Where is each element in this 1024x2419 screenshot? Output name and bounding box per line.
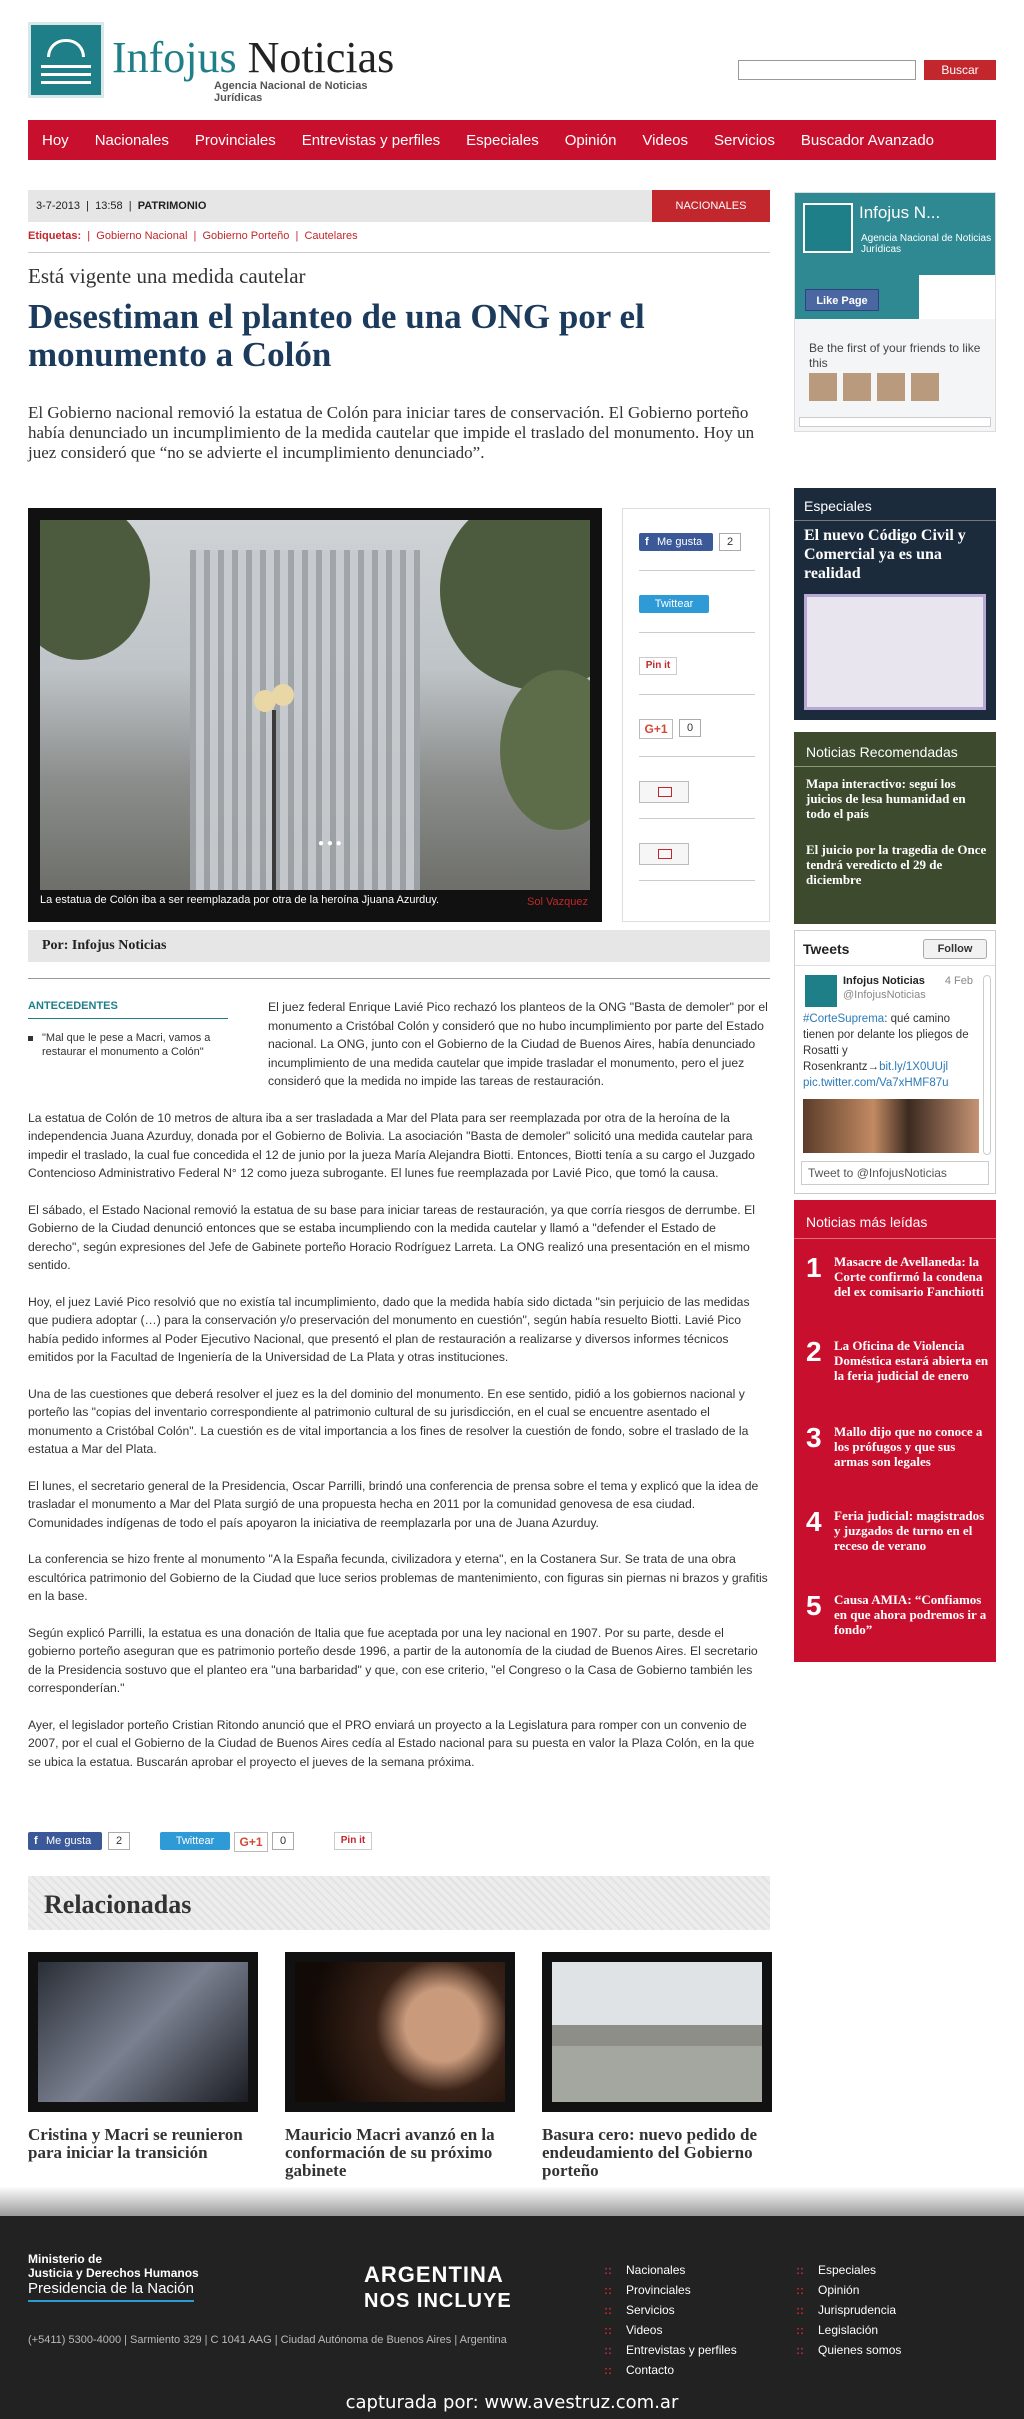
footer <box>0 2216 1024 2419</box>
especiales-title: Especiales <box>804 498 872 514</box>
footer-link[interactable]: :: Quienes somos <box>796 2340 901 2360</box>
footer-link[interactable]: :: Especiales <box>796 2260 901 2280</box>
recomendadas-title: Noticias Recomendadas <box>806 744 958 760</box>
divider <box>28 978 770 979</box>
site-logo[interactable] <box>28 22 408 102</box>
recomendada-link[interactable]: El juicio por la tragedia de Once tendrá veredicto el 29 de diciembre <box>806 842 987 887</box>
related-item-title[interactable]: Cristina y Macri se reunieron para iniciar la transición <box>28 2125 243 2162</box>
pinterest-button[interactable]: Pin it <box>334 1832 372 1850</box>
footer-link[interactable]: :: Nacionales <box>604 2260 737 2280</box>
google-plus-count: 0 <box>272 1832 294 1850</box>
related-item[interactable] <box>28 1952 258 2162</box>
related-header <box>28 1876 770 1930</box>
argentina-logo-line1: ARGENTINA <box>364 2262 504 2287</box>
print-icon[interactable] <box>639 781 689 803</box>
tags-label: Etiquetas: <box>28 230 82 242</box>
email-icon[interactable] <box>639 843 689 865</box>
footer-link[interactable]: :: Videos <box>604 2320 737 2340</box>
footer-link[interactable]: :: Servicios <box>604 2300 737 2320</box>
paragraph: La estatua de Colón de 10 metros de altura iba a ser trasladada a Mar del Plata para ser reemplazada por otra de la heroína de la independencia Juana Azurduy, donada por el Gobierno de Bolivia. La asociación "Basta de demoler" solicitó una medida cautelar para impedir el traslado, la cual fue concedida el 12 de junio por la jueza María Alejandra Biotti. Entonces, Biotti tenía a su cargo el Juzgado Contencioso Administrativo Federal N° 12 como jueza subrogante. El lunes fue reemplazada por Lavié Pico, que tomó la causa. <box>28 1110 755 1180</box>
facebook-like-page-button[interactable]: Like Page <box>805 289 879 311</box>
facebook-count: 2 <box>719 533 741 551</box>
tag-link[interactable]: Gobierno Porteño <box>202 230 290 242</box>
avatar[interactable] <box>805 975 837 1007</box>
share-panel <box>622 508 770 922</box>
tweet-pic-link[interactable]: pic.twitter.com/Va7xHMF87u <box>803 1077 949 1089</box>
nav-item-opinion[interactable]: Opinión <box>564 131 617 149</box>
especiales-headline[interactable]: El nuevo Código Civil y Comercial ya es una realidad <box>804 527 966 582</box>
facebook-cover[interactable] <box>795 193 995 319</box>
main-nav <box>28 120 996 160</box>
paragraph: El juez federal Enrique Lavié Pico rechazó los planteos de la ONG "Basta de demoler" por el monumento a Cristóbal Colón y consideró que no hubo incumplimiento por parte del Estado nacional. La ONG, junto con el Gobierno de la Ciudad de Buenos Aires, había denunciado incumplimiento de una medida cautelar que impide trasladar el monumento, pero el juez consideró que la medida no impide las tareas de restauración. <box>268 1000 768 1088</box>
share-bar-bottom <box>28 1832 408 1856</box>
antecedentes-title: ANTECEDENTES <box>28 1000 228 1019</box>
tag-link[interactable]: Cautelares <box>304 230 358 242</box>
tweet-hashtag[interactable]: #CorteSuprema <box>803 1013 885 1025</box>
monument-photo <box>40 520 590 890</box>
tweet-image[interactable] <box>803 1099 979 1153</box>
mas-leidas-title: Noticias más leídas <box>806 1214 928 1230</box>
ministry-logo[interactable]: Ministerio de Justicia y Derechos Humanos <box>28 2252 199 2280</box>
tag-link[interactable]: Gobierno Nacional <box>96 230 188 242</box>
paragraph: Ayer, el legislador porteño Cristian Ritondo anunció que el PRO enviará un proyecto a la Legislatura para romper con un convenio de 2007, por el cual el Gobierno de la Ciudad de Buenos Aires cedía al Estado nacional para su puesta en valor la Plaza Colón, en la que se ubica la estatua. Buscarán aprobar el proyecto el jueves de la semana próxima. <box>28 1717 755 1769</box>
tweet-link[interactable]: bit.ly/1X0UUjl <box>879 1061 949 1073</box>
twitter-share-button[interactable]: Twittear <box>160 1832 230 1850</box>
article-title: Desestiman el planteo de una ONG por el monumento a Colón <box>28 297 645 374</box>
search-button[interactable]: Buscar <box>924 60 996 80</box>
article-lead: El Gobierno nacional removió la estatua de Colón para iniciar tares de conservación. El Gobierno porteño había denunciado un incumplimiento de la medida cautelar que impide el traslado del monumento. Hoy un juez consideró que “no se advierte el incumplimiento denunciado”. <box>28 403 755 462</box>
footer-link[interactable]: :: Legislación <box>796 2320 901 2340</box>
presidencia-logo[interactable]: Presidencia de la Nación <box>28 2280 194 2302</box>
article-meta: 3-7-2013 | 13:58 | PATRIMONIO NACIONALES <box>28 190 770 222</box>
related-thumbnail[interactable] <box>285 1952 515 2112</box>
facebook-like-button[interactable]: f Me gusta <box>28 1832 102 1850</box>
footer-address: (+5411) 5300-4000 | Sarmiento 329 | C 1041 AAG | Ciudad Autónoma de Buenos Aires | Argentina <box>28 2334 507 2346</box>
related-item-title[interactable]: Mauricio Macri avanzó en la conformación de su próximo gabinete <box>285 2125 495 2180</box>
related-item[interactable] <box>285 1952 515 2180</box>
recomendada-link[interactable]: Mapa interactivo: seguí los juicios de lesa humanidad en todo el país <box>806 776 966 821</box>
capture-watermark: capturada por: www.avestruz.com.ar <box>345 2392 679 2413</box>
article-byline: Por: Infojus Noticias <box>28 930 770 962</box>
related-thumbnail[interactable] <box>542 1952 772 2112</box>
nav-item-especiales[interactable]: Especiales <box>466 131 539 149</box>
article-photo <box>28 508 602 922</box>
facebook-page-sub: Agencia Nacional de Noticias Jurídicas <box>861 233 992 255</box>
google-plus-button[interactable]: G+1 <box>639 719 673 739</box>
related-item-title[interactable]: Basura cero: nuevo pedido de endeudamiento del Gobierno porteño <box>542 2125 758 2180</box>
related-title: Relacionadas <box>44 1890 192 1919</box>
footer-link[interactable]: :: Jurisprudencia <box>796 2300 901 2320</box>
article-body <box>28 998 770 1789</box>
nav-item-nacionales[interactable]: Nacionales <box>94 131 169 149</box>
mas-leidas-box: Noticias más leídas 1 Masacre de Avellaneda: la Corte confirmó la condena del ex comisario Fanchiotti 2 La Oficina de Violencia Doméstica estará abierta en la feria judicial de enero 3 Mallo dijo que no conoce a los prófugos y que sus armas son legales 4 Feria judicial: magistrados y juzgados de turno en el receso de verano 5 Causa AMIA: “Confiamos en que ahora podremos ir a fondo” <box>794 1200 996 1662</box>
logo-tagline: Agencia Nacional de Noticias Jurídicas <box>214 80 368 104</box>
tweet-to-input[interactable]: Tweet to @InfojusNoticias <box>801 1161 989 1185</box>
facebook-page-name[interactable]: Infojus N... <box>859 203 941 222</box>
facebook-friends-text: Be the first of your friends to like this <box>809 341 981 370</box>
google-plus-button[interactable]: G+1 <box>234 1832 268 1852</box>
twitter-widget <box>794 930 996 1194</box>
photo-caption: La estatua de Colón iba a ser reemplazada por otra de la heroína Jjuana Azurduy. <box>40 894 440 906</box>
nav-item-servicios[interactable]: Servicios <box>714 131 775 149</box>
footer-link[interactable]: :: Opinión <box>796 2280 901 2300</box>
article-date: 3-7-2013 <box>36 200 81 212</box>
antecedentes-link[interactable]: "Mal que le pese a Macri, vamos a restaurar el monumento a Colón" <box>28 1031 228 1059</box>
facebook-count: 2 <box>108 1832 130 1850</box>
photo-credit: Sol Vazquez <box>527 896 588 908</box>
logo-book-icon <box>28 22 104 98</box>
tweet-author[interactable]: Infojus Noticias <box>843 975 925 987</box>
footer-links-col2 <box>796 2260 901 2360</box>
paragraph: Una de las cuestiones que deberá resolver el juez es la del dominio del monumento. En ese sentido, pidió a los gobiernos nacional y porteño las "copias del inventario correspondiente al patrimonio cultural de su jurisdicción, en el cual se encuentre asentado el monumento a Cristóbal Colón". La cuestión es de vital importancia a los fines de resolver la cuestión de fondo, sobre el traslado de la estatua a Mar del Plata. <box>28 1386 749 1456</box>
divider <box>28 252 770 253</box>
especiales-box <box>794 488 996 720</box>
article-kicker: Está vigente una medida cautelar <box>28 264 306 288</box>
related-item[interactable] <box>542 1952 772 2180</box>
logo-text: Infojus Noticias <box>112 33 395 82</box>
infojus-logo-icon <box>803 203 853 253</box>
tweets-scrollbar[interactable] <box>983 975 991 1155</box>
twitter-share-button[interactable]: Twittear <box>639 595 709 613</box>
tweets-title: Tweets <box>803 941 850 957</box>
nav-item-videos[interactable]: Videos <box>642 131 689 149</box>
paragraph: El sábado, el Estado Nacional removió la estatua de su base para iniciar tareas de restauración, ya que corría riesgos de derrumbe. El Gobierno de la Ciudad denunció entonces que se estaba incumpliendo con la medida cautelar y llamó a "defender el Estado de derecho", según expresiones del Jefe de Gabinete porteño Horacio Rodríguez Larreta. La ONG realizó una presentación en el mismo sentido. <box>28 1202 755 1272</box>
paragraph: Según explicó Parrilli, la estatua es una donación de Italia que fue aceptada por una ley nacional en 1907. Por su parte, desde el gobierno porteño aseguran que es patrimonio porteño desde 1996, a partir de la autonomía de la ciudad de Buenos Aires. El secretario de la Presidencia sostuvo que el planteo era "una barbaridad" y que, con ese criterio, "el Congreso o la Casa de Gobierno también les corresponderían." <box>28 1625 758 1695</box>
nav-item-entrevistas[interactable]: Entrevistas y perfiles <box>301 131 441 149</box>
footer-shadow <box>0 2186 1024 2216</box>
paragraph: Hoy, el juez Lavié Pico resolvió que no existía tal incumplimiento, dado que la medida había sido dictada "sin perjuicio de las medidas que pudiera adoptar (…) para la conservación y/o preservación del monumento en cuestión", según había resuelto Biotti. Lavié Pico había pedido informes al Poder Ejecutivo Nacional, que presentó el plan de restauración a realizarse y diversos informes técnicos emitidos por la Facultad de Ingeniería de la Universidad de La Plata y otras instituciones. <box>28 1294 750 1364</box>
twitter-follow-button[interactable]: Follow <box>923 939 987 959</box>
footer-link[interactable]: :: Entrevistas y perfiles <box>604 2340 737 2360</box>
footer-link[interactable]: :: Provinciales <box>604 2280 737 2300</box>
paragraph: La conferencia se hizo frente al monumento "A la España fecunda, civilizadora y eterna", en la Costanera Sur. Se trata de una obra escultórica patrimonio del Gobierno de la Ciudad que luce serios problemas de mantenimiento, con figuras sin piernas ni brazos y grafitis en la base. <box>28 1552 768 1603</box>
category-badge[interactable]: NACIONALES <box>652 190 770 222</box>
footer-links-col1 <box>604 2260 737 2380</box>
tags-row: Etiquetas: | Gobierno Nacional | Gobierno Porteño | Cautelares <box>28 230 358 242</box>
tweet-date[interactable]: 4 Feb <box>944 975 973 987</box>
related-thumbnail[interactable] <box>28 1952 258 2112</box>
facebook-like-button[interactable]: f Me gusta <box>639 533 713 551</box>
photo-pager-icon[interactable]: ● ● ● <box>318 838 342 849</box>
article-section: PATRIMONIO <box>137 200 207 212</box>
footer-link[interactable]: :: Contacto <box>604 2360 737 2380</box>
facebook-widget <box>794 192 996 432</box>
search-input[interactable] <box>738 60 916 80</box>
tweet-text: #CorteSuprema: qué camino tienen por delante los pliegos de Rosatti y Rosenkrantz→bit.ly/1X0UUjl pic.twitter.com/Va7xHMF87u <box>803 1013 969 1089</box>
tweet-handle[interactable]: @InfojusNoticias <box>843 989 926 1001</box>
antecedentes-box <box>28 1000 228 1059</box>
pinterest-button[interactable]: Pin it <box>639 657 677 675</box>
paragraph: El lunes, el secretario general de la Presidencia, Oscar Parrilli, brindó una conferencia de prensa sobre el tema y explicó que la idea de trasladar el monumento a Mar del Plata surgió de una propuesta hecha en 2011 por la comunidad genovesa de esa ciudad. Comunidades indígenas de todo el país apoyaron la iniciativa de reemplazarla por una de Juana Azurduy. <box>28 1478 759 1530</box>
article-time: 13:58 <box>95 200 123 212</box>
especiales-image[interactable] <box>804 594 986 710</box>
nav-item-hoy[interactable]: Hoy <box>42 131 69 149</box>
nav-item-buscador[interactable]: Buscador Avanzado <box>800 131 935 149</box>
facebook-faces <box>809 373 945 404</box>
nav-item-provinciales[interactable]: Provinciales <box>194 131 276 149</box>
facebook-scrollbar[interactable] <box>799 417 991 427</box>
recomendadas-box <box>794 732 996 924</box>
google-plus-count: 0 <box>679 719 701 737</box>
argentina-logo-line2: NOS INCLUYE <box>364 2290 512 2312</box>
